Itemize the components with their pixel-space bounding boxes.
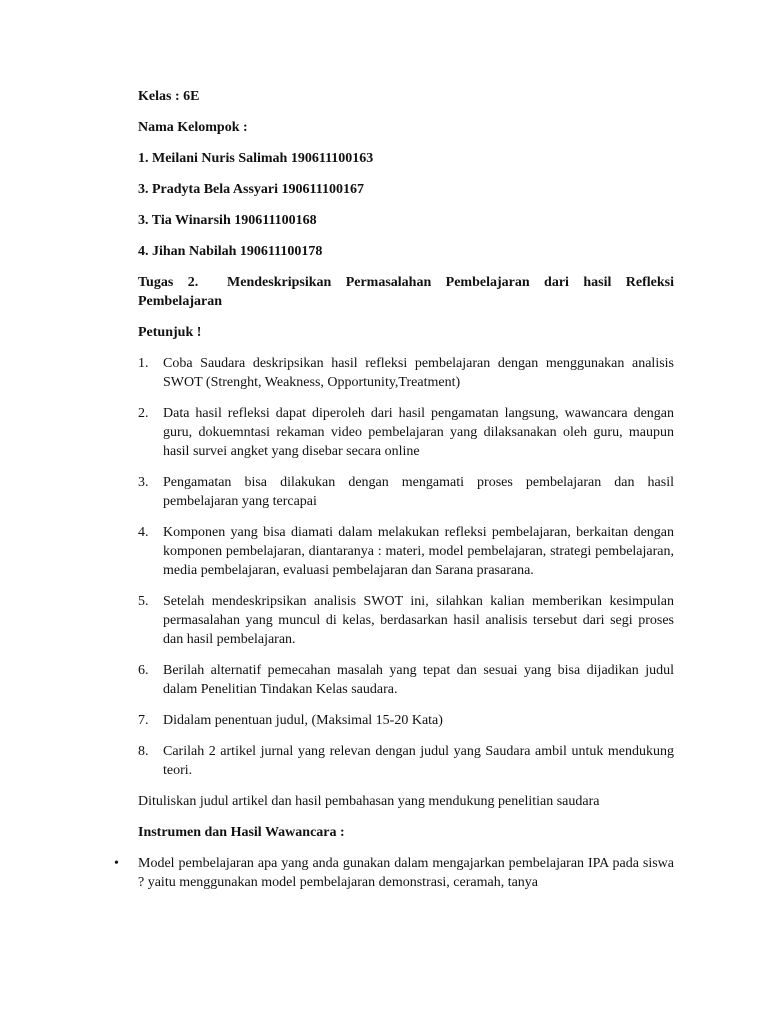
list-number: 7.	[138, 713, 149, 728]
tugas-heading: Tugas 2. Mendeskripsikan Permasalahan Pembelajaran dari hasil Refleksi Pembelajaran	[138, 275, 678, 309]
list-number: 6.	[138, 663, 149, 678]
list-text: Data hasil refleksi dapat diperoleh dari hasil pengamatan langsung, wawancara dengan guru, dokuemntasi rekaman video pembelajaran yang dilaksanakan oleh guru, maupun hasil survei angket yang disebar secara online	[163, 406, 674, 459]
list-text: Pengamatan bisa dilakukan dengan mengamati proses pembelajaran dan hasil pembelajaran yang tercapai	[163, 475, 674, 509]
nama-kelompok-label: Nama Kelompok :	[138, 120, 248, 135]
list-text: Coba Saudara deskripsikan hasil refleksi pembelajaran dengan menggunakan analisis SWOT (Strenght, Weakness, Opportunity,Treatment)	[163, 356, 674, 390]
document-content	[114, 87, 678, 892]
ditulis-paragraph: Dituliskan judul artikel dan hasil pembahasan yang mendukung penelitian saudara	[138, 794, 600, 809]
list-text: Setelah mendeskripsikan analisis SWOT ini, silahkan kalian memberikan kesimpulan permasalahan yang muncul di kelas, berdasarkan hasil analisis tersebut dari segi proses dan hasil pembelajaran.	[163, 594, 674, 647]
list-number: 1.	[138, 356, 149, 371]
kelas-line: Kelas : 6E	[138, 89, 200, 104]
list-item	[138, 354, 674, 392]
petunjuk-heading: Petunjuk !	[138, 325, 202, 340]
petunjuk-list	[138, 354, 674, 780]
list-item	[138, 592, 674, 649]
list-item	[138, 473, 674, 511]
list-text: Komponen yang bisa diamati dalam melakukan refleksi pembelajaran, berkaitan dengan komponen pembelajaran, diantaranya : materi, model pembelajaran, strategi pembelajaran, media pembelajaran, evaluasi pembelajaran dan Sarana prasarana.	[163, 525, 674, 578]
list-item	[138, 523, 674, 580]
list-text: Berilah alternatif pemecahan masalah yang tepat dan sesuai yang bisa dijadikan judul dalam Penelitian Tindakan Kelas saudara.	[163, 663, 674, 697]
instrumen-heading: Instrumen dan Hasil Wawancara :	[138, 825, 345, 840]
member-4: 4. Jihan Nabilah 190611100178	[138, 244, 323, 259]
list-item	[138, 404, 674, 461]
list-number: 2.	[138, 406, 149, 421]
list-item	[138, 711, 674, 730]
member-2: 3. Pradyta Bela Assyari 190611100167	[138, 182, 364, 197]
list-item	[138, 661, 674, 699]
member-1: 1. Meilani Nuris Salimah 190611100163	[138, 151, 374, 166]
list-number: 4.	[138, 525, 149, 540]
bullet-text: Model pembelajaran apa yang anda gunakan dalam mengajarkan pembelajaran IPA pada siswa ? yaitu menggunakan model pembelajaran demonstrasi, ceramah, tanya	[138, 856, 674, 890]
member-3: 3. Tia Winarsih 190611100168	[138, 213, 317, 228]
list-number: 8.	[138, 744, 149, 759]
list-text: Didalam penentuan judul, (Maksimal 15-20 Kata)	[163, 713, 443, 728]
list-text: Carilah 2 artikel jurnal yang relevan dengan judul yang Saudara ambil untuk mendukung teori.	[163, 744, 674, 778]
list-number: 5.	[138, 594, 149, 609]
bullet-item	[112, 854, 674, 892]
bullet-icon: •	[114, 856, 119, 871]
list-item	[138, 742, 674, 780]
list-number: 3.	[138, 475, 149, 490]
